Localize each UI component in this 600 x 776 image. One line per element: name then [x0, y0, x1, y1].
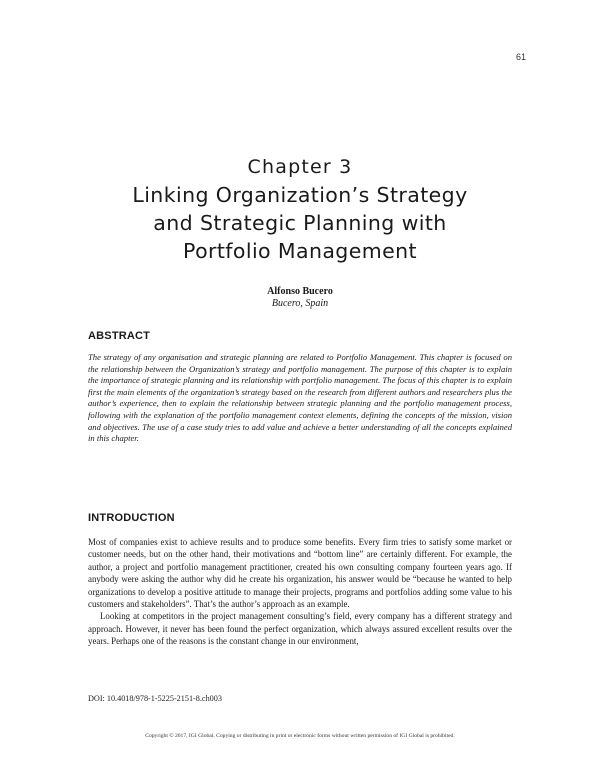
author-name: Alfonso Bucero — [267, 286, 333, 297]
page-number: 61 — [515, 52, 526, 62]
doi-line: DOI: 10.4018/978-1-5225-2151-8.ch003 — [88, 694, 222, 703]
author-block — [0, 286, 600, 310]
introduction-body — [88, 536, 512, 648]
introduction-paragraph-2: Looking at competitors in the project management consulting’s field, every company has a different strategy and approach. However, it never has been found the perfect organization, which always assured excellent results over the years. Perhaps one of the reasons is the constant change in our environment, — [88, 611, 512, 647]
introduction-paragraph-1: Most of companies exist to achieve results and to produce some benefits. Every firm tries to satisfy some market or customer needs, but on the other hand, their motivations and “bottom line” are certainly different. For example, the author, a project and portfolio management practitioner, created his own consulting company fourteen years ago. If anybody were asking the author why did he create his organization, his answer would be “because he wanted to help organizations to develop a positive attitude to manage their projects, programs and portfolios adding some value to his customers and stakeholders”. That’s the author’s approach as an example. — [88, 537, 512, 610]
introduction-heading: INTRODUCTION — [88, 512, 175, 524]
copyright-notice: Copyright © 2017, IGI Global. Copying or distributing in print or electronic forms without written permission of IGI Global is prohibited. — [145, 733, 455, 739]
chapter-title — [40, 181, 560, 265]
abstract-text: The strategy of any organisation and strategic planning are related to Portfolio Management. This chapter is focused on the relationship between the Organization’s strategy and portfolio management. The purpose of this chapter is to explain the importance of strategic planning and its relationship with portfolio management. The focus of this chapter is to explain first the main elements of the organization’s strategy based on the research from different authors and researchers plus the author’s experience, then to explain the relationship between strategic planning and the portfolio management process, following with the explanation of the portfolio management context elements, defining the concepts of the mission, vision and objectives. The use of a case study tries to add value and achieve a better understanding of all the concepts explained in this chapter. — [88, 352, 512, 444]
chapter-title-line-1: Linking Organization’s Strategy — [132, 183, 468, 207]
chapter-title-line-3: Portfolio Management — [183, 239, 417, 263]
chapter-label: Chapter 3 — [247, 156, 353, 178]
author-affiliation: Bucero, Spain — [271, 298, 329, 309]
abstract-heading: ABSTRACT — [88, 330, 151, 342]
chapter-title-line-2: and Strategic Planning with — [153, 211, 447, 235]
